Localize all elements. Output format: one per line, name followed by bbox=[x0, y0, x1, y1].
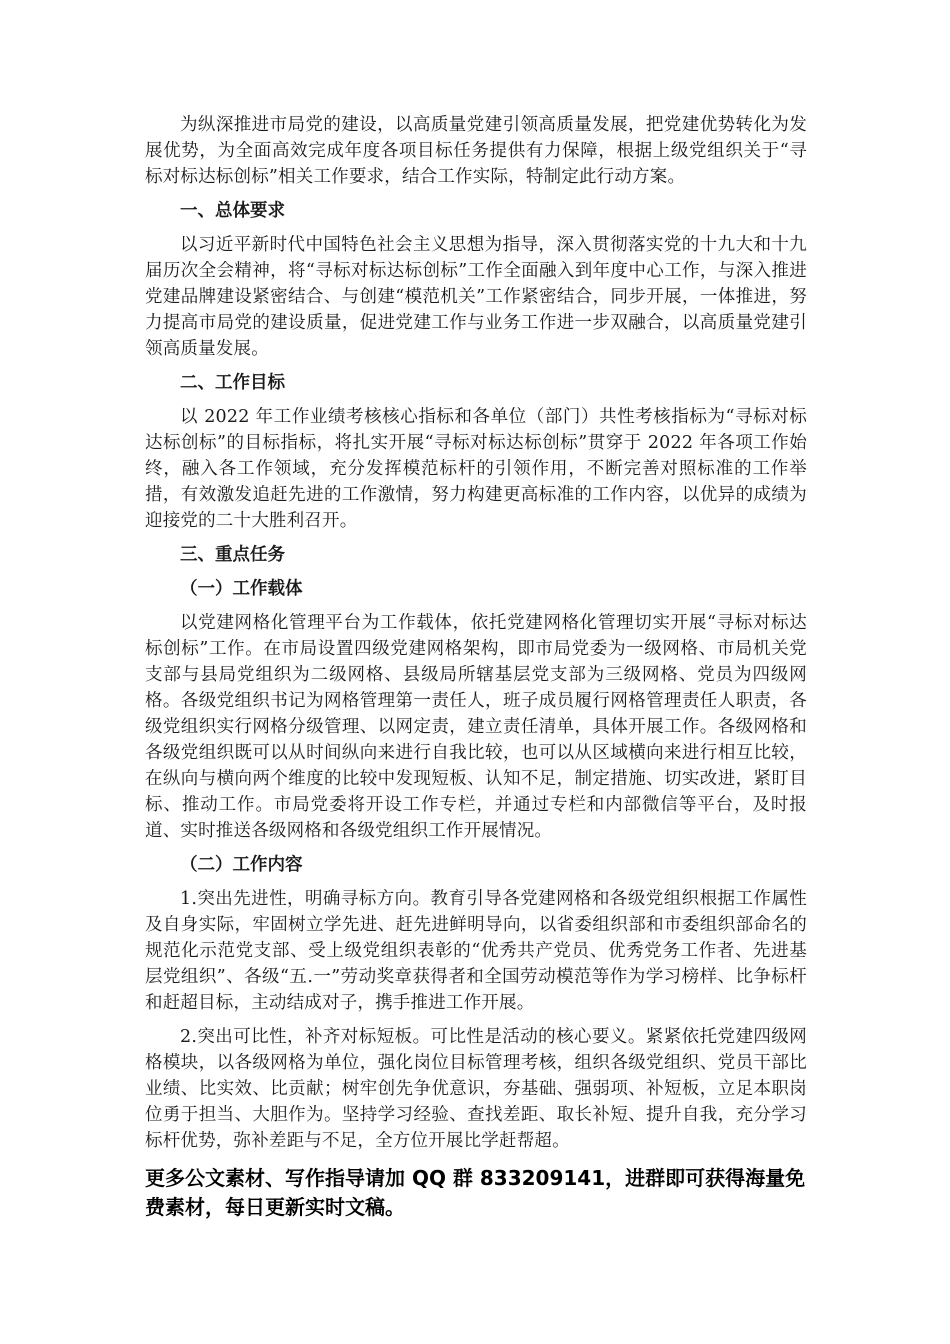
section-heading-general-requirements: 一、总体要求 bbox=[180, 201, 285, 221]
document-page bbox=[145, 112, 807, 1222]
promo-footer-text: 更多公文素材、写作指导请加 QQ 群 833209141，进群即可获得海量免费素材，每日更新实时文稿。 bbox=[145, 1166, 806, 1219]
section-heading-key-tasks: 三、重点任务 bbox=[180, 545, 285, 565]
work-carrier-paragraph: 以党建网格化管理平台为工作载体，依托党建网格化管理切实开展“寻标对标达标创标”工作。在市局设置四级党建网格架构，即市局党委为一级网格、市局机关党支部与县局党组织为二级网格、县级局所辖基层党支部为三级网格、党员为四级网格。各级党组织书记为网格管理第一责任人，班子成员履行网格管理责任人职责，各级党组织实行网格分级管理、以网定责，建立责任清单，具体开展工作。各级网格和各级党组织既可以从时间纵向来进行自我比较，也可以从区域横向来进行相互比较，在纵向与横向两个维度的比较中发现短板、认知不足，制定措施、切实改进，紧盯目标、推动工作。市局党委将开设工作专栏，并通过专栏和内部微信等平台，及时报道、实时推送各级网格和各级党组织工作开展情况。 bbox=[145, 613, 807, 841]
subheading-work-carrier: （一）工作载体 bbox=[180, 579, 303, 599]
general-requirements-paragraph: 以习近平新时代中国特色社会主义思想为指导，深入贯彻落实党的十九大和十九届历次全会精神，将“寻标对标达标创标”工作全面融入到年度中心工作，与深入推进党建品牌建设紧密结合、与创建“模范机关”工作紧密结合，同步开展，一体推进，努力提高市局党的建设质量，促进党建工作与业务工作进一步双融合，以高质量党建引领高质量发展。 bbox=[145, 235, 807, 359]
subheading-work-content: （二）工作内容 bbox=[180, 855, 303, 875]
work-content-item-1: 1.突出先进性，明确寻标方向。教育引导各党建网格和各级党组织根据工作属性及自身实际，牢固树立学先进、赶先进鲜明导向，以省委组织部和市委组织部命名的规范化示范党支部、受上级党组织表彰的“优秀共产党员、优秀党务工作者、先进基层党组织”、各级“五.一”劳动奖章获得者和全国劳动模范等作为学习榜样、比争标杆和赶超目标，主动结成对子，携手推进工作开展。 bbox=[145, 889, 807, 1013]
work-content-item-2: 2.突出可比性，补齐对标短板。可比性是活动的核心要义。紧紧依托党建四级网格模块，以各级网格为单位，强化岗位目标管理考核，组织各级党组织、党员干部比业绩、比实效、比贡献；树牢创先争优意识，夯基础、强弱项、补短板，立足本职岗位勇于担当、大胆作为。坚持学习经验、查找差距、取长补短、提升自我，充分学习标杆优势，弥补差距与不足，全方位开展比学赶帮超。 bbox=[145, 1027, 807, 1151]
section-heading-work-goals: 二、工作目标 bbox=[180, 373, 285, 393]
intro-paragraph: 为纵深推进市局党的建设，以高质量党建引领高质量发展，把党建优势转化为发展优势，为全面高效完成年度各项目标任务提供有力保障，根据上级党组织关于“寻标对标达标创标”相关工作要求，结合工作实际，特制定此行动方案。 bbox=[145, 115, 807, 187]
work-goals-paragraph: 以 2022 年工作业绩考核核心指标和各单位（部门）共性考核指标为“寻标对标达标创标”的目标指标，将扎实开展“寻标对标达标创标”贯穿于 2022 年各项工作始终，融入各工作领域，充分发挥模范标杆的引领作用，不断完善对照标准的工作举措，有效激发追赶先进的工作激情，努力构建更高标准的工作内容，以优异的成绩为迎接党的二十大胜利召开。 bbox=[145, 407, 807, 531]
